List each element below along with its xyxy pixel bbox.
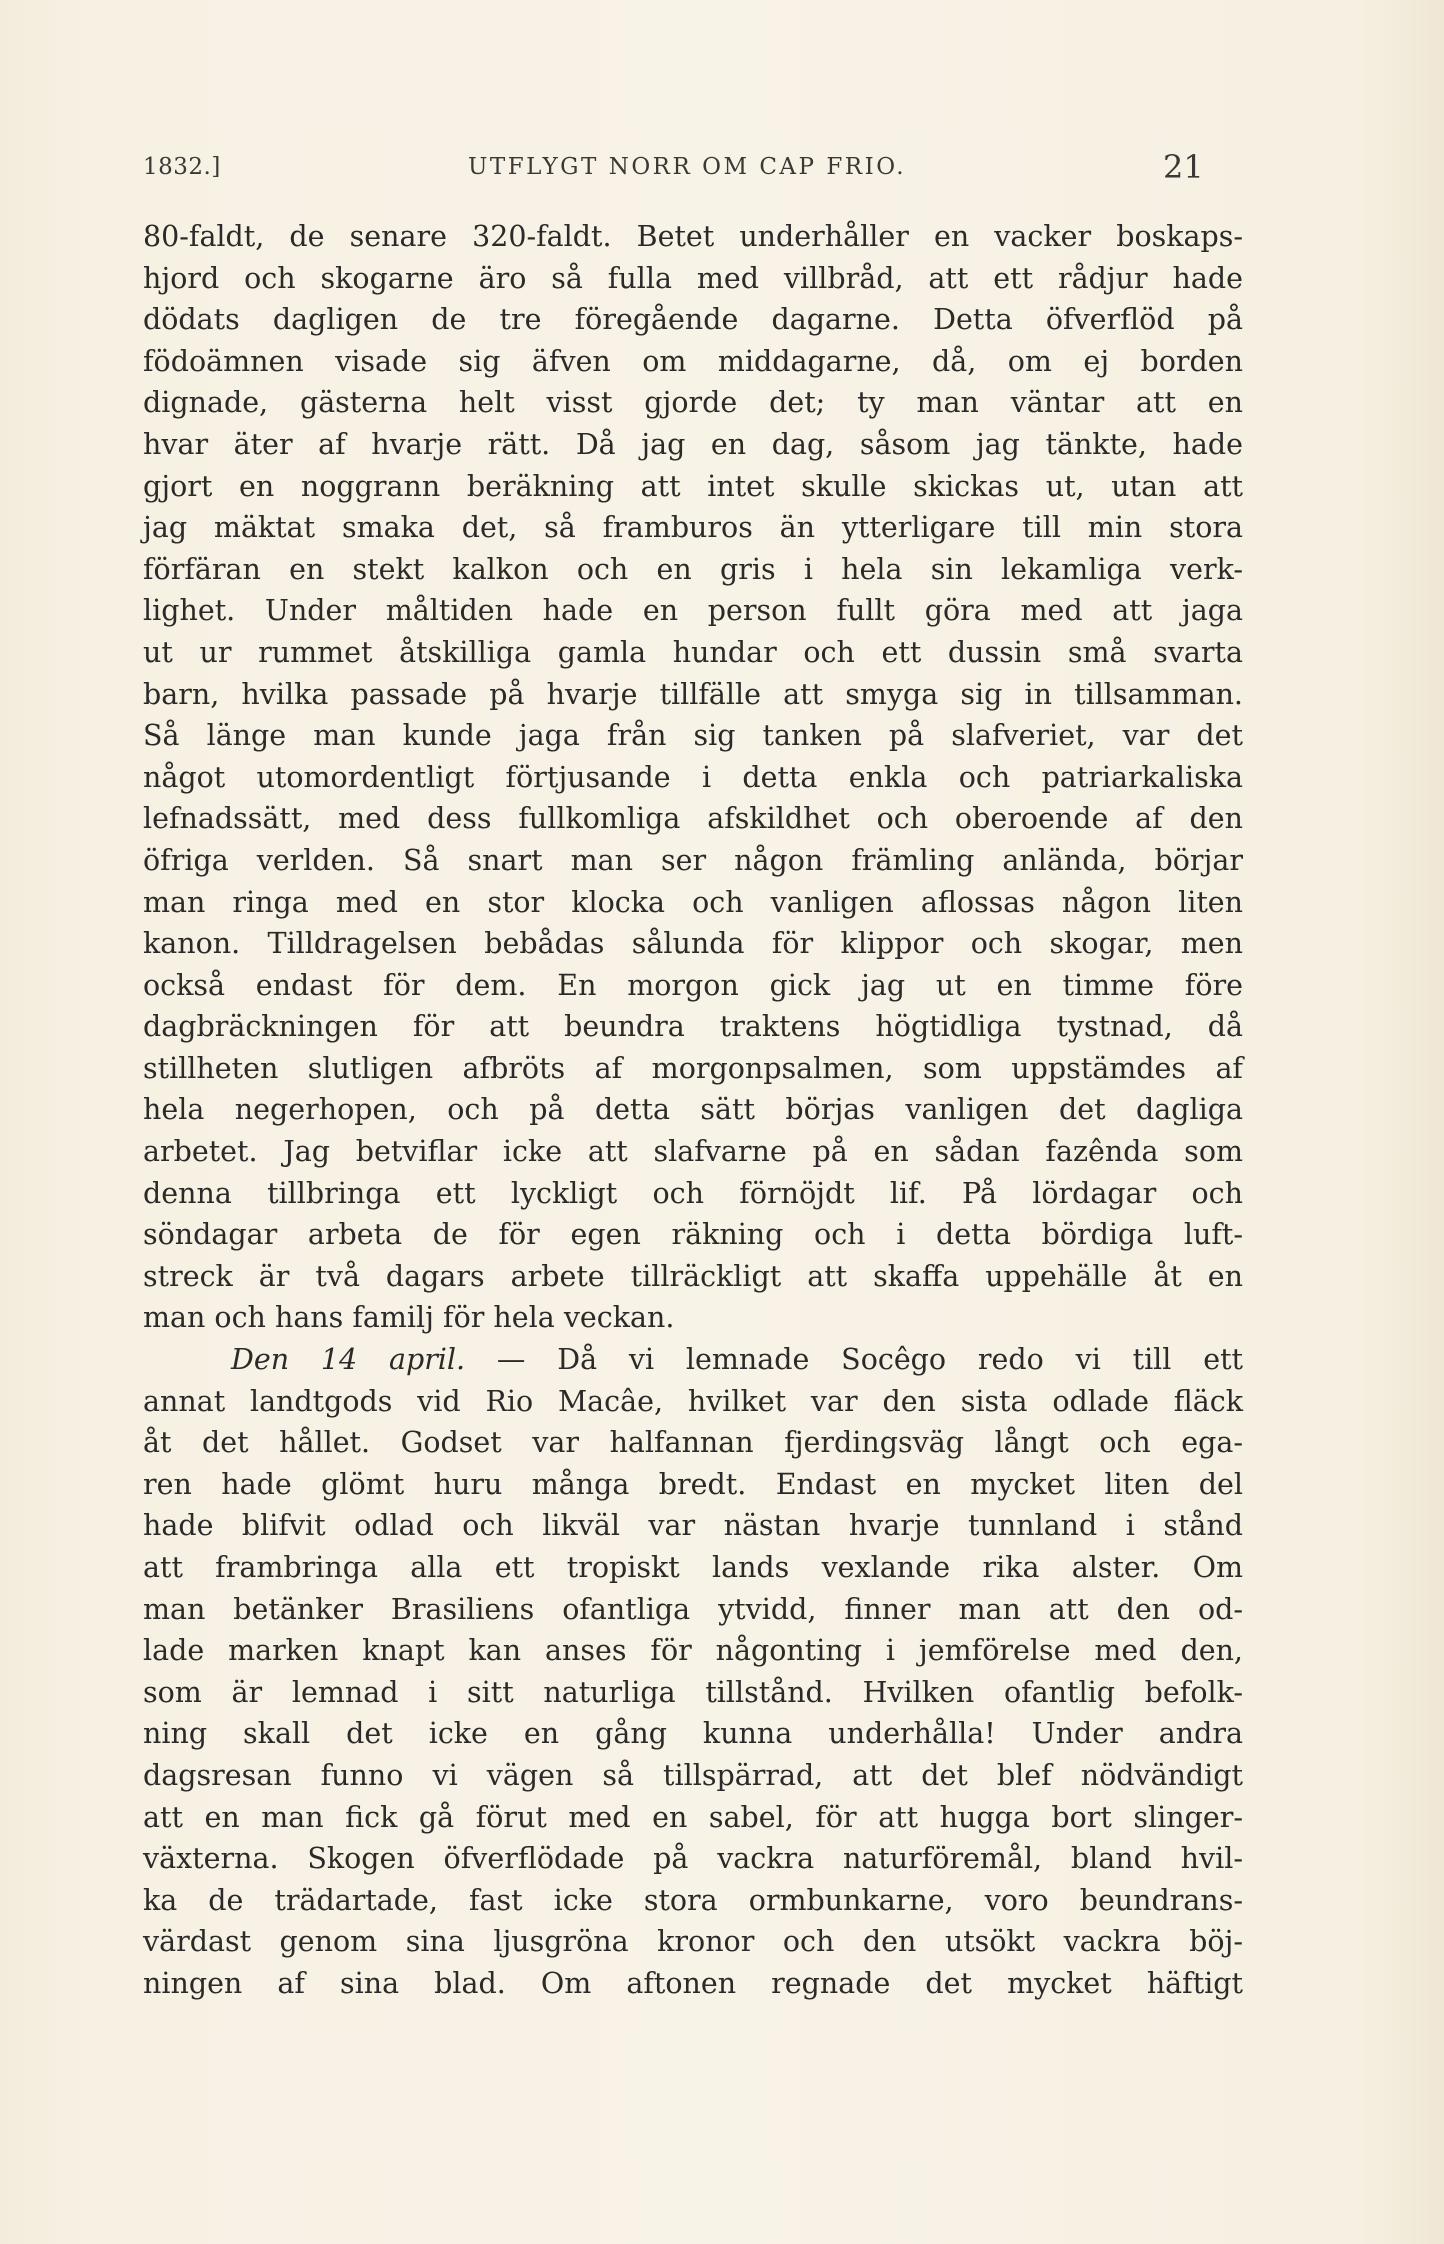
text-line: gjort en noggrann beräkning att intet skulle skickas ut, utan att bbox=[143, 469, 1243, 503]
text-line: öfriga verlden. Så snart man ser någon främling anlända, börjar bbox=[143, 843, 1243, 877]
date-label: Den 14 april. bbox=[231, 1343, 466, 1377]
text-line: barn, hvilka passade på hvarje tillfälle att smyga sig in tillsamman. bbox=[143, 677, 1243, 711]
text-line: också endast för dem. En morgon gick jag ut en timme före bbox=[143, 968, 1243, 1002]
paragraph-start-text: — Då vi lemnade Socêgo redo vi till ett bbox=[496, 1343, 1243, 1377]
text-line: dagsresan funno vi vägen så tillspärrad, att det blef nödvändigt bbox=[143, 1758, 1243, 1792]
text-line: söndagar arbeta de för egen räkning och i detta bördiga luft- bbox=[143, 1218, 1243, 1252]
text-line: dagbräckningen för att beundra traktens högtidliga tystnad, då bbox=[143, 1010, 1243, 1044]
text-line: jag mäktat smaka det, så framburos än ytterligare till min stora bbox=[143, 511, 1243, 545]
text-line: hela negerhopen, och på detta sätt börjas vanligen det dagliga bbox=[143, 1093, 1243, 1127]
text-line: att frambringa alla ett tropiskt lands vexlande rika alster. Om bbox=[143, 1551, 1243, 1584]
page-number: 21 bbox=[1163, 148, 1204, 186]
text-line: dödats dagligen de tre föregående dagarne. Detta öfverflöd på bbox=[143, 303, 1243, 337]
text-line: ren hade glömt huru många bredt. Endast en mycket liten del bbox=[143, 1467, 1243, 1501]
text-line: arbetet. Jag betviflar icke att slafvarne på en sådan fazênda som bbox=[143, 1135, 1243, 1169]
text-line: födoämnen visade sig äfven om middagarne, då, om ej borden bbox=[143, 344, 1243, 378]
body-text bbox=[143, 216, 1243, 2005]
text-line: hade blifvit odlad och likväl var nästan hvarje tunnland i stånd bbox=[143, 1509, 1243, 1543]
text-line: hjord och skogarne äro så fulla med villbråd, att ett rådjur hade bbox=[143, 261, 1243, 295]
text-line: lefnadssätt, med dess fullkomliga afskildhet och oberoende af den bbox=[143, 802, 1243, 836]
running-header bbox=[143, 148, 1243, 188]
text-line: växterna. Skogen öfverflödade på vackra naturföremål, bland hvil- bbox=[143, 1842, 1243, 1876]
text-line: kanon. Tilldragelsen bebådas sålunda för klippor och skogar, men bbox=[143, 927, 1243, 961]
text-line: åt det hållet. Godset var halfannan fjerdingsväg långt och ega- bbox=[143, 1426, 1243, 1460]
text-line: lade marken knapt kan anses för någonting i jemförelse med den, bbox=[143, 1634, 1243, 1668]
text-line: lighet. Under måltiden hade en person fullt göra med att jaga bbox=[143, 594, 1243, 628]
text-line: att en man fick gå förut med en sabel, för att hugga bort slinger- bbox=[143, 1800, 1243, 1834]
text-line: värdast genom sina ljusgröna kronor och den utsökt vackra böj- bbox=[143, 1925, 1243, 1959]
text-line: hvar äter af hvarje rätt. Då jag en dag, såsom jag tänkte, hade bbox=[143, 427, 1243, 461]
text-line: 80-faldt, de senare 320-faldt. Betet underhåller en vacker boskaps- bbox=[143, 220, 1243, 253]
text-line: ka de trädartade, fast icke stora ormbunkarne, voro beundrans- bbox=[143, 1883, 1243, 1917]
header-title: UTFLYGT NORR OM CAP FRIO. bbox=[468, 154, 907, 180]
text-line: ut ur rummet åtskilliga gamla hundar och ett dussin små svarta bbox=[143, 635, 1243, 669]
text-line: streck är två dagars arbete tillräckligt att skaffa uppehälle åt en bbox=[143, 1259, 1243, 1293]
text-line: man och hans familj för hela veckan. bbox=[143, 1301, 675, 1335]
text-line: stillheten slutligen afbröts af morgonpsalmen, som uppstämdes af bbox=[143, 1051, 1243, 1085]
text-line: ningen af sina blad. Om aftonen regnade det mycket häftigt bbox=[143, 1966, 1243, 2000]
text-line: denna tillbringa ett lyckligt och förnöjdt lif. På lördagar och bbox=[143, 1176, 1243, 1210]
text-line: dignade, gästerna helt visst gjorde det; ty man väntar att en bbox=[143, 386, 1243, 420]
text-line: förfäran en stekt kalkon och en gris i hela sin lekamliga verk- bbox=[143, 552, 1243, 586]
text-line: annat landtgods vid Rio Macâe, hvilket var den sista odlade fläck bbox=[143, 1384, 1243, 1418]
text-line: Så länge man kunde jaga från sig tanken på slafveriet, var det bbox=[143, 719, 1243, 753]
text-line: som är lemnad i sitt naturliga tillstånd. Hvilken ofantlig befolk- bbox=[143, 1675, 1243, 1709]
text-line: ning skall det icke en gång kunna underhålla! Under andra bbox=[143, 1717, 1243, 1751]
text-line: man betänker Brasiliens ofantliga ytvidd, finner man att den od- bbox=[143, 1592, 1243, 1626]
text-line: något utomordentligt förtjusande i detta enkla och patriarkaliska bbox=[143, 760, 1243, 794]
paragraph-start-line bbox=[143, 1339, 1243, 1381]
text-line: man ringa med en stor klocka och vanligen aflossas någon liten bbox=[143, 885, 1243, 919]
header-year: 1832.] bbox=[143, 154, 221, 180]
